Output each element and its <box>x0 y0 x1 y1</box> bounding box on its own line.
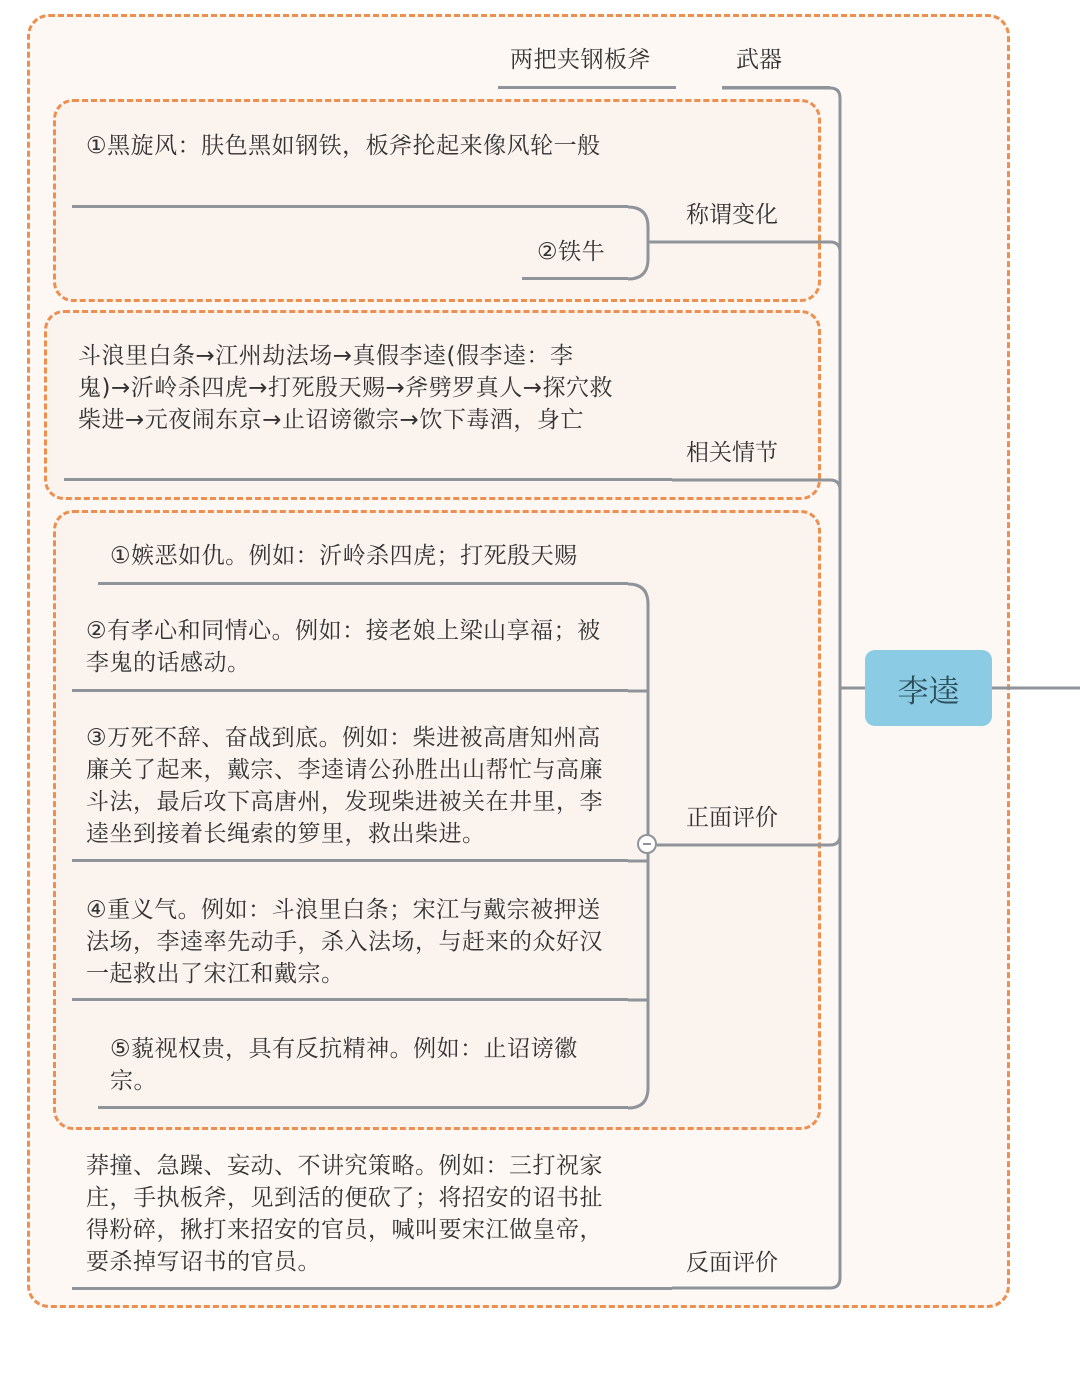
category-negative[interactable]: 反面评价 <box>686 1250 778 1276</box>
category-weapon[interactable]: 武器 <box>736 47 782 73</box>
root-node-li-kui[interactable] <box>865 650 992 726</box>
positive-item-2-underline <box>72 689 628 692</box>
weapon-category-underline <box>722 86 830 89</box>
title-item-2-underline <box>522 277 628 280</box>
positive-item-4-underline <box>72 998 628 1001</box>
category-plots[interactable]: 相关情节 <box>686 440 778 466</box>
positive-item-4: ④重义气。例如：斗浪里白条；宋江与戴宗被押送法场，李逵率先动手，杀入法场，与赶来的众好汉一起救出了宋江和戴宗。 <box>86 897 603 987</box>
plots-text: 斗浪里白条→江州劫法场→真假李逵(假李逵：李鬼)→沂岭杀四虎→打死殷天赐→斧劈罗真人→探穴救柴进→元夜闹东京→止诏谤徽宗→饮下毒酒，身亡 <box>78 343 614 433</box>
positive-item-5: ⑤藐视权贵，具有反抗精神。例如：止诏谤徽宗。 <box>110 1036 578 1094</box>
category-positive[interactable]: 正面评价 <box>686 805 778 831</box>
positive-item-1: ①嫉恶如仇。例如：沂岭杀四虎；打死殷天赐 <box>110 543 578 569</box>
negative-text-underline <box>72 1287 672 1290</box>
positive-item-3-underline <box>72 859 628 862</box>
collapse-toggle-icon[interactable] <box>637 834 657 854</box>
positive-item-1-underline <box>98 582 628 585</box>
title-item-2: ②铁牛 <box>537 239 606 265</box>
category-titles[interactable]: 称谓变化 <box>686 202 778 228</box>
negative-text: 莽撞、急躁、妄动、不讲究策略。例如：三打祝家庄，手执板斧，见到活的便砍了；将招安的诏书扯得粉碎，揪打来招安的官员，喊叫要宋江做皇帝，要杀掉写诏书的官员。 <box>86 1153 603 1275</box>
weapon-text-underline <box>498 86 676 89</box>
plots-text-underline <box>64 478 672 481</box>
positive-item-3: ③万死不辞、奋战到底。例如：柴进被高唐知州高廉关了起来，戴宗、李逵请公孙胜出山帮忙与高廉斗法，最后攻下高唐州，发现柴进被关在井里，李逵坐到接着长绳索的箩里，救出柴进。 <box>86 725 603 847</box>
weapon-text: 两把夹钢板斧 <box>510 47 651 73</box>
positive-item-2: ②有孝心和同情心。例如：接老娘上梁山享福；被李鬼的话感动。 <box>86 618 601 676</box>
title-item-1: ①黑旋风：肤色黑如钢铁，板斧抡起来像风轮一般 <box>86 133 601 159</box>
root-label: 李逵 <box>897 673 960 710</box>
positive-item-5-underline <box>98 1106 628 1109</box>
title-item-1-underline <box>72 205 628 208</box>
